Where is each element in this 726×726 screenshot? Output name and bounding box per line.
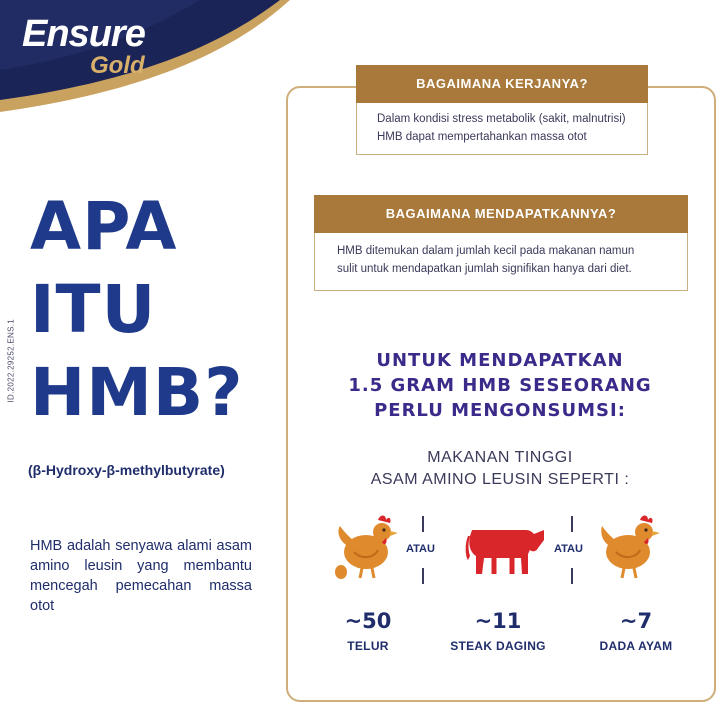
how-it-works-heading: BAGAIMANA KERJANYA? bbox=[356, 65, 648, 103]
separator-line bbox=[571, 568, 573, 584]
requirement-line-2: 1.5 GRAM HMB SESEORANG bbox=[348, 375, 652, 396]
requirement-line-3: PERLU MENGONSUMSI: bbox=[374, 400, 626, 421]
chicken-breast-amount: ~7 bbox=[619, 609, 653, 633]
egg-amount: ~50 bbox=[344, 609, 392, 633]
foods-heading bbox=[316, 447, 684, 491]
title-line-2: ITU bbox=[30, 271, 157, 348]
brand-name: Ensure bbox=[22, 13, 145, 55]
title-line-3: HMB? bbox=[30, 354, 244, 431]
how-it-works-line-2: HMB dapat mempertahankan massa otot bbox=[377, 131, 587, 143]
brand-logo bbox=[22, 13, 145, 79]
document-code: ID.2022.29252.ENS.1 bbox=[6, 318, 16, 403]
hmb-full-name: (β-Hydroxy-β-methylbutyrate) bbox=[28, 462, 225, 478]
separator-line bbox=[422, 568, 424, 584]
foods-heading-line-2: ASAM AMINO LEUSIN SEPERTI : bbox=[370, 471, 630, 488]
cow-icon bbox=[464, 520, 548, 576]
chicken-egg-icon bbox=[332, 512, 404, 582]
separator-line bbox=[422, 516, 424, 532]
steak-label: STEAK DAGING bbox=[450, 639, 546, 653]
separator-line bbox=[571, 516, 573, 532]
hmb-description: HMB adalah senyawa alami asam amino leusin yang membantu mencegah pemecahan massa otot bbox=[30, 538, 252, 614]
chicken-breast-label: DADA AYAM bbox=[599, 639, 673, 653]
steak-amount: ~11 bbox=[474, 609, 522, 633]
how-to-get-body bbox=[314, 233, 688, 291]
how-it-works-body bbox=[356, 103, 648, 155]
how-it-works-box bbox=[356, 65, 648, 155]
how-to-get-heading: BAGAIMANA MENDAPATKANNYA? bbox=[314, 195, 688, 233]
requirement-heading bbox=[316, 348, 684, 423]
egg-label: TELUR bbox=[347, 639, 389, 653]
title-line-1: APA bbox=[30, 188, 178, 265]
how-to-get-line-1: HMB ditemukan dalam jumlah kecil pada makanan namun bbox=[337, 245, 635, 257]
how-to-get-line-2: sulit untuk mendapatkan jumlah signifikan hanya dari diet. bbox=[337, 263, 632, 275]
requirement-line-1: UNTUK MENDAPATKAN bbox=[376, 350, 624, 371]
or-label-1: ATAU bbox=[406, 543, 435, 555]
or-label-2: ATAU bbox=[554, 543, 583, 555]
foods-heading-line-1: MAKANAN TINGGI bbox=[427, 449, 573, 466]
chicken-icon bbox=[600, 512, 664, 582]
how-to-get-box bbox=[314, 195, 688, 291]
brand-sub: Gold bbox=[90, 52, 145, 79]
how-it-works-line-1: Dalam kondisi stress metabolik (sakit, malnutrisi) bbox=[377, 113, 626, 125]
